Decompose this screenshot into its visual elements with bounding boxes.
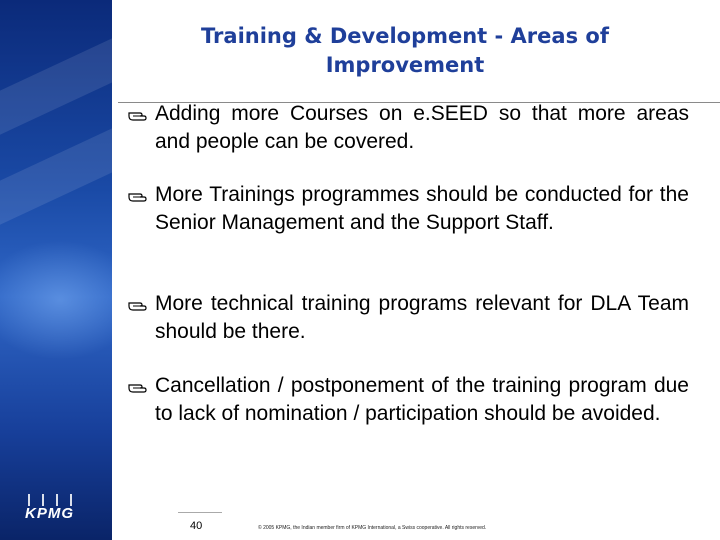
bullet-text: More Trainings programmes should be conducted for the Senior Management and the Support Staff. xyxy=(155,183,689,234)
slide-title-line1: Training & Development - Areas of xyxy=(201,24,609,48)
sidebar-panel xyxy=(0,0,112,540)
pointing-hand-icon xyxy=(128,109,148,123)
bullet-text: Adding more Courses on e.SEED so that more areas and people can be covered. xyxy=(155,102,689,153)
sidebar-glow xyxy=(0,240,112,360)
kpmg-logo xyxy=(24,494,84,526)
sidebar-streak xyxy=(0,15,112,144)
slide-title xyxy=(130,22,680,80)
pointing-hand-icon xyxy=(128,381,148,395)
pointing-hand-icon xyxy=(128,299,148,313)
logo-text: KPMG xyxy=(25,505,74,522)
page-number-rule xyxy=(178,512,222,513)
copyright-footer: © 2005 KPMG, the Indian member firm of KPMG International, a Swiss cooperative. All rights reserved. xyxy=(258,525,487,531)
bullet-text: More technical training programs relevant for DLA Team should be there. xyxy=(155,292,689,343)
slide-title-line2: Improvement xyxy=(325,53,485,77)
pointing-hand-icon xyxy=(128,190,148,204)
page-number: 40 xyxy=(190,520,203,532)
bullet-text: Cancellation / postponement of the training program due to lack of nomination / participation should be avoided. xyxy=(155,374,689,425)
